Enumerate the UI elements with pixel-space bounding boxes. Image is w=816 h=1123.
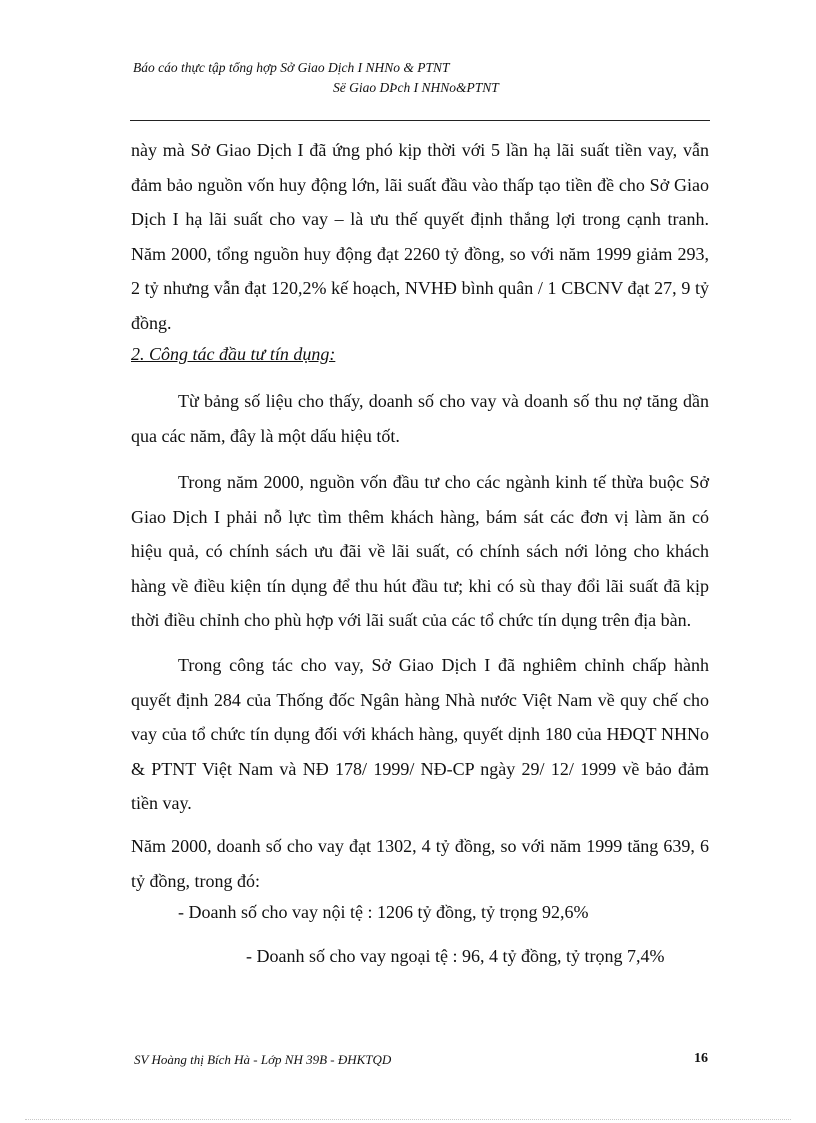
paragraph-5: Năm 2000, doanh số cho vay đạt 1302, 4 tỷ đồng, so với năm 1999 tăng 639, 6 tỷ đồng, trong đó: [131, 836, 709, 891]
footer-page-number: 16 [694, 1051, 708, 1066]
paragraph-1: này mà Sở Giao Dịch I đã ứng phó kịp thời với 5 lần hạ lãi suất tiền vay, vẫn đảm bảo nguồn vốn huy động lớn, lãi suất đầu vào thấp tạo tiền đề cho Sở Giao Dịch I hạ lãi suất cho vay – là ưu thế quyết định thắng lợi trong cạnh tranh. Năm 2000, tổng nguồn huy động đạt 2260 tỷ đồng, so với năm 1999 giảm 293, 2 tỷ nhưng vẫn đạt 120,2% kế hoạch, NVHĐ bình quân / 1 CBCNV đạt 27, 9 tỷ đồng. [131, 140, 709, 333]
section-heading: 2. Công tác đầu tư tín dụng: [131, 344, 336, 364]
paragraph-4: Trong công tác cho vay, Sở Giao Dịch I đã nghiêm chỉnh chấp hành quyết định 284 của Thống đốc Ngân hàng Nhà nước Việt Nam về quy chế cho vay của tổ chức tín dụng đối với khách hàng, quyết dịnh 180 của HĐQT NHNo & PTNT Việt Nam và NĐ 178/ 1999/ NĐ-CP ngày 29/ 12/ 1999 về bảo đảm tiền vay. [131, 655, 709, 813]
paragraph-2: Từ bảng số liệu cho thấy, doanh số cho vay và doanh số thu nợ tăng dần qua các năm, đây là một dấu hiệu tốt. [131, 391, 709, 446]
footer-author: SV Hoàng thị Bích Hà - Lớp NH 39B - ĐHKTQD [134, 1052, 392, 1067]
page-bottom-border [25, 1119, 791, 1120]
bullet-foreign-loans: - Doanh số cho vay ngoại tệ : 96, 4 tỷ đồng, tỷ trọng 7,4% [246, 946, 665, 966]
paragraph-3: Trong năm 2000, nguồn vốn đầu tư cho các ngành kinh tế thừa buộc Sở Giao Dịch I phải nỗ lực tìm thêm khách hàng, bám sát các đơn vị làm ăn có hiệu quả, có chính sách ưu đãi về lãi suất, có chính sách nới lỏng cho khách hàng về điều kiện tín dụng để thu hút đầu tư; khi có sù thay đổi lãi suất đã kịp thời điều chỉnh cho phù hợp với lãi suất của các tổ chức tín dụng trên địa bàn. [131, 472, 709, 630]
header-divider [130, 120, 710, 121]
bullet-domestic-loans: - Doanh số cho vay nội tệ : 1206 tỷ đồng, tỷ trọng 92,6% [178, 902, 589, 922]
header-report-title: Báo cáo thực tập tổng hợp Sở Giao Dịch I NHNo & PTNT [133, 60, 450, 75]
header-department: Së Giao DÞch I NHNo&PTNT [333, 80, 499, 95]
